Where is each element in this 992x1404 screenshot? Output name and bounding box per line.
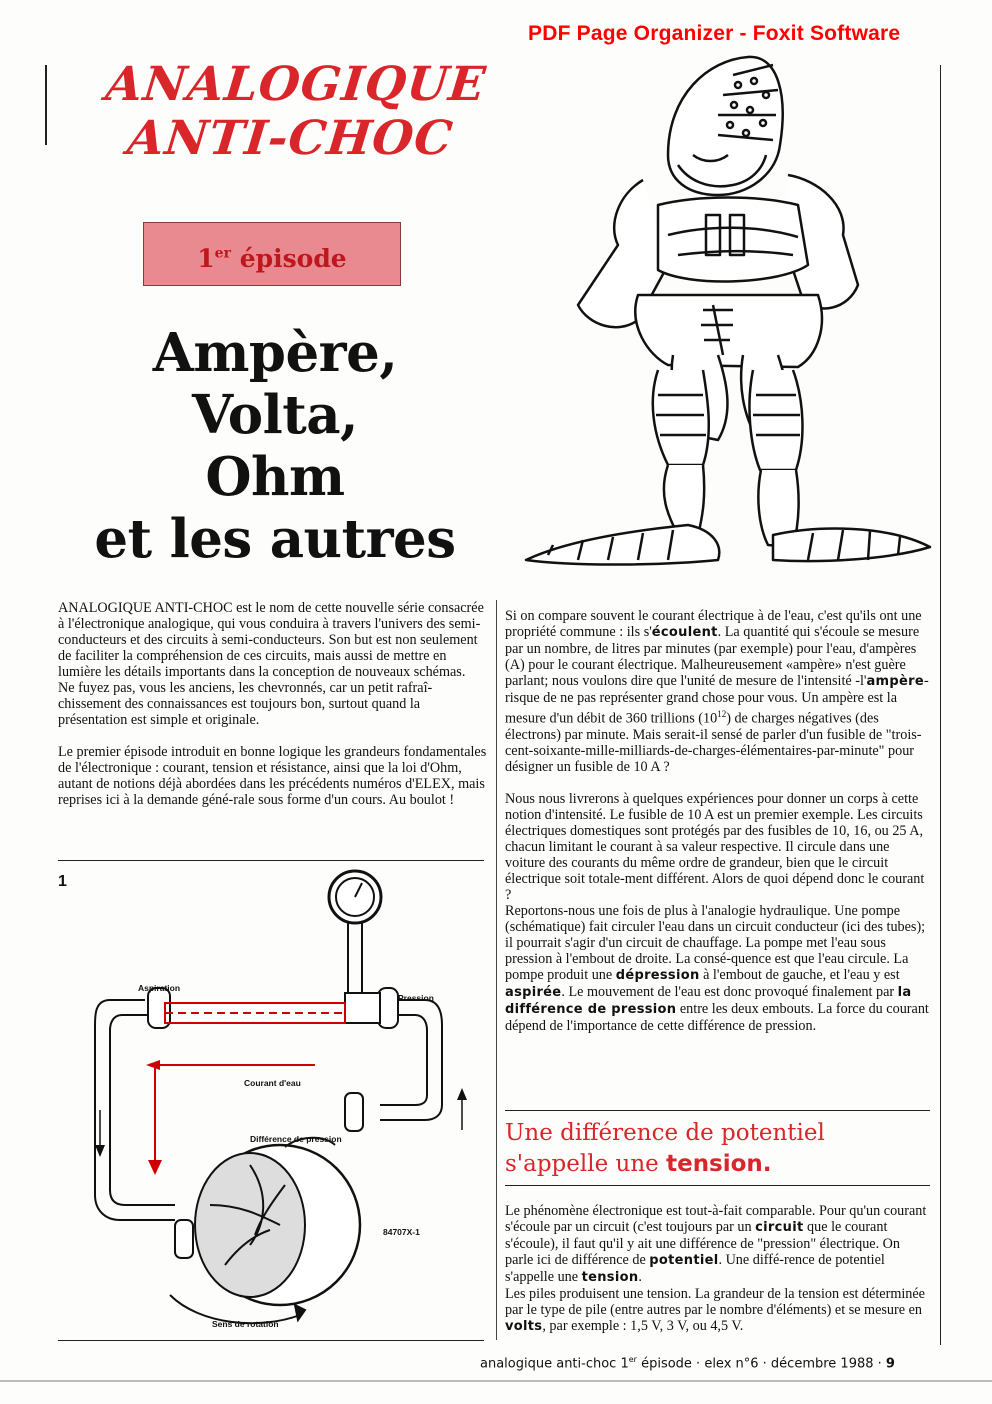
episode-number: 1 <box>197 244 215 274</box>
footer-rule <box>0 1380 992 1382</box>
page-footer: analogique anti-choc 1er épisode · elex n°6 · décembre 1988 · 9 <box>480 1355 895 1372</box>
figure-reference: 84707X-1 <box>383 1227 420 1237</box>
episode-suffix: er <box>214 246 231 262</box>
series-title-line2: ANTI-CHOC <box>124 111 456 166</box>
intro-paragraph-2: Ne fuyez pas, vous les anciens, les chevronnés, car un petit rafraî-chissement des connaissances est toujours bon, surtout quand la présentation est simple et originale. <box>58 680 433 728</box>
title-line1: Ampère, <box>152 322 398 384</box>
title-line3: Ohm <box>205 446 345 508</box>
left-margin-rule <box>45 65 47 145</box>
title-line2: Volta, <box>191 384 358 446</box>
right-paragraph-3: Reportons-nous une fois de plus à l'analogie hydraulique. Une pompe (schématique) fait circuler l'eau dans un circuit conducteur (ici des tubes); il pourrait s'agir d'un circuit de chauffage. La pompe met l'eau sous pression à l'embout de droite. La consé-quence est que l'eau circule. La pompe produit une dépression à l'embout de gauche, et l'eau y est aspirée. Le mouvement de l'eau est donc provoqué finalement par la différence de pression entre les deux embouts. La force du courant dépend de l'importance de cette différence de pression. <box>505 902 929 1034</box>
label-difference-pression: Différence de pression <box>250 1134 342 1144</box>
right-paragraph-1: Si on compare souvent le courant électrique à de l'eau, c'est qu'ils ont une propriété commune : ils s'écoulent. La quantité qui s'écoule se mesure par un nombre, de litres par minutes (par exemple) pour l'eau, d'ampères (A) pour le courant électrique. Malheureusement «ampère» n'est guère parlant; nous voulons dire que l'unité de mesure de l'intensité -l'ampère- risque de ne pas représenter grand chose pour vous. Un ampère est la mesure d'un débit de 360 trillions $(10^{12})$ de charges négatives (des électrons) par minute. Mais serait-il sensé de parler d'un fusible de "trois-cent-soixante-mille-milliards-de-charges-élémentaires-par-minute" pour désigner un fusible de 10 A ? <box>505 608 929 775</box>
right-margin-rule <box>940 65 941 1345</box>
episode-badge <box>143 222 401 286</box>
title-line4: et les autres <box>94 508 456 570</box>
intro-paragraph-3: Le premier épisode introduit en bonne logique les grandeurs fondamentales de l'électronique : courant, tension et résistance, ainsi que la loi d'Ohm, autant de notions déjà abordées dans les précédents numéros d'ELEX, mais reprises ici à la demande géné-rale sous forme d'un cours. Au boulot ! <box>58 744 487 808</box>
figure-bottom-rule <box>58 1340 484 1341</box>
series-title <box>52 58 533 166</box>
figure-pump-diagram <box>90 865 470 1335</box>
section-top-rule <box>505 1110 930 1111</box>
knight-illustration <box>518 55 938 575</box>
label-courant-eau: Courant d'eau <box>244 1078 301 1088</box>
label-aspiration: Aspiration <box>138 983 181 993</box>
tension-paragraph-1: Le phénomène électronique est tout-à-fait comparable. Pour qu'un courant s'écoule par un circuit (c'est toujours par un circuit que le courant s'écoule), il faut qu'il y ait une différence de "pression" électrique. On parle ici de différence de potentiel. Une diffé-rence de potentiel s'appelle une tension. <box>505 1203 927 1285</box>
figure-top-rule <box>58 860 484 861</box>
episode-word: épisode <box>239 244 347 274</box>
foxit-watermark: PDF Page Organizer - Foxit Software <box>528 22 901 45</box>
series-title-line1: ANALOGIQUE <box>103 57 489 112</box>
label-pression: Pression <box>398 993 434 1003</box>
section-heading: Une différence de potentiel s'appelle une tension. <box>505 1120 825 1177</box>
column-divider <box>496 600 497 1340</box>
label-sens-rotation: Sens de rotation <box>212 1319 279 1329</box>
figure-number: 1 <box>58 873 67 890</box>
right-column <box>505 608 931 1034</box>
intro-column <box>58 600 488 808</box>
section-bottom-rule <box>505 1185 930 1186</box>
tension-section-body <box>505 1203 931 1335</box>
right-paragraph-2: Nous nous livrerons à quelques expériences pour donner un corps à cette notion d'intensité. Le fusible de 10 A est un premier exemple. Les circuits électriques domestiques sont protégés par des fusibles de 10, 16, ou 25 A, chacun limitant le courant à sa valeur respective. Il circule dans une voiture des courants du même ordre de grandeur, bien que le circuit électrique soit totale-ment différent. Alors de quoi dépend donc le courant ? <box>505 790 925 903</box>
article-title <box>60 322 490 570</box>
intro-paragraph-1: ANALOGIQUE ANTI-CHOC est le nom de cette nouvelle série consacrée à l'électronique analogique, qui vous conduira à travers l'univers des semi-conducteurs et des circuits à semi-conducteurs. Son but est non seulement de faciliter la compréhension de ces circuits, mais aussi de mettre en lumière les détails importants dans la conception de nouveaux schémas. <box>58 600 484 680</box>
page-number: 9 <box>885 1356 895 1372</box>
tension-paragraph-2: Les piles produisent une tension. La grandeur de la tension est déterminée par le type de pile (entre autres par le nombre d'éléments) et se mesure en volts, par exemple : 1,5 V, 3 V, ou 4,5 V. <box>505 1286 925 1334</box>
